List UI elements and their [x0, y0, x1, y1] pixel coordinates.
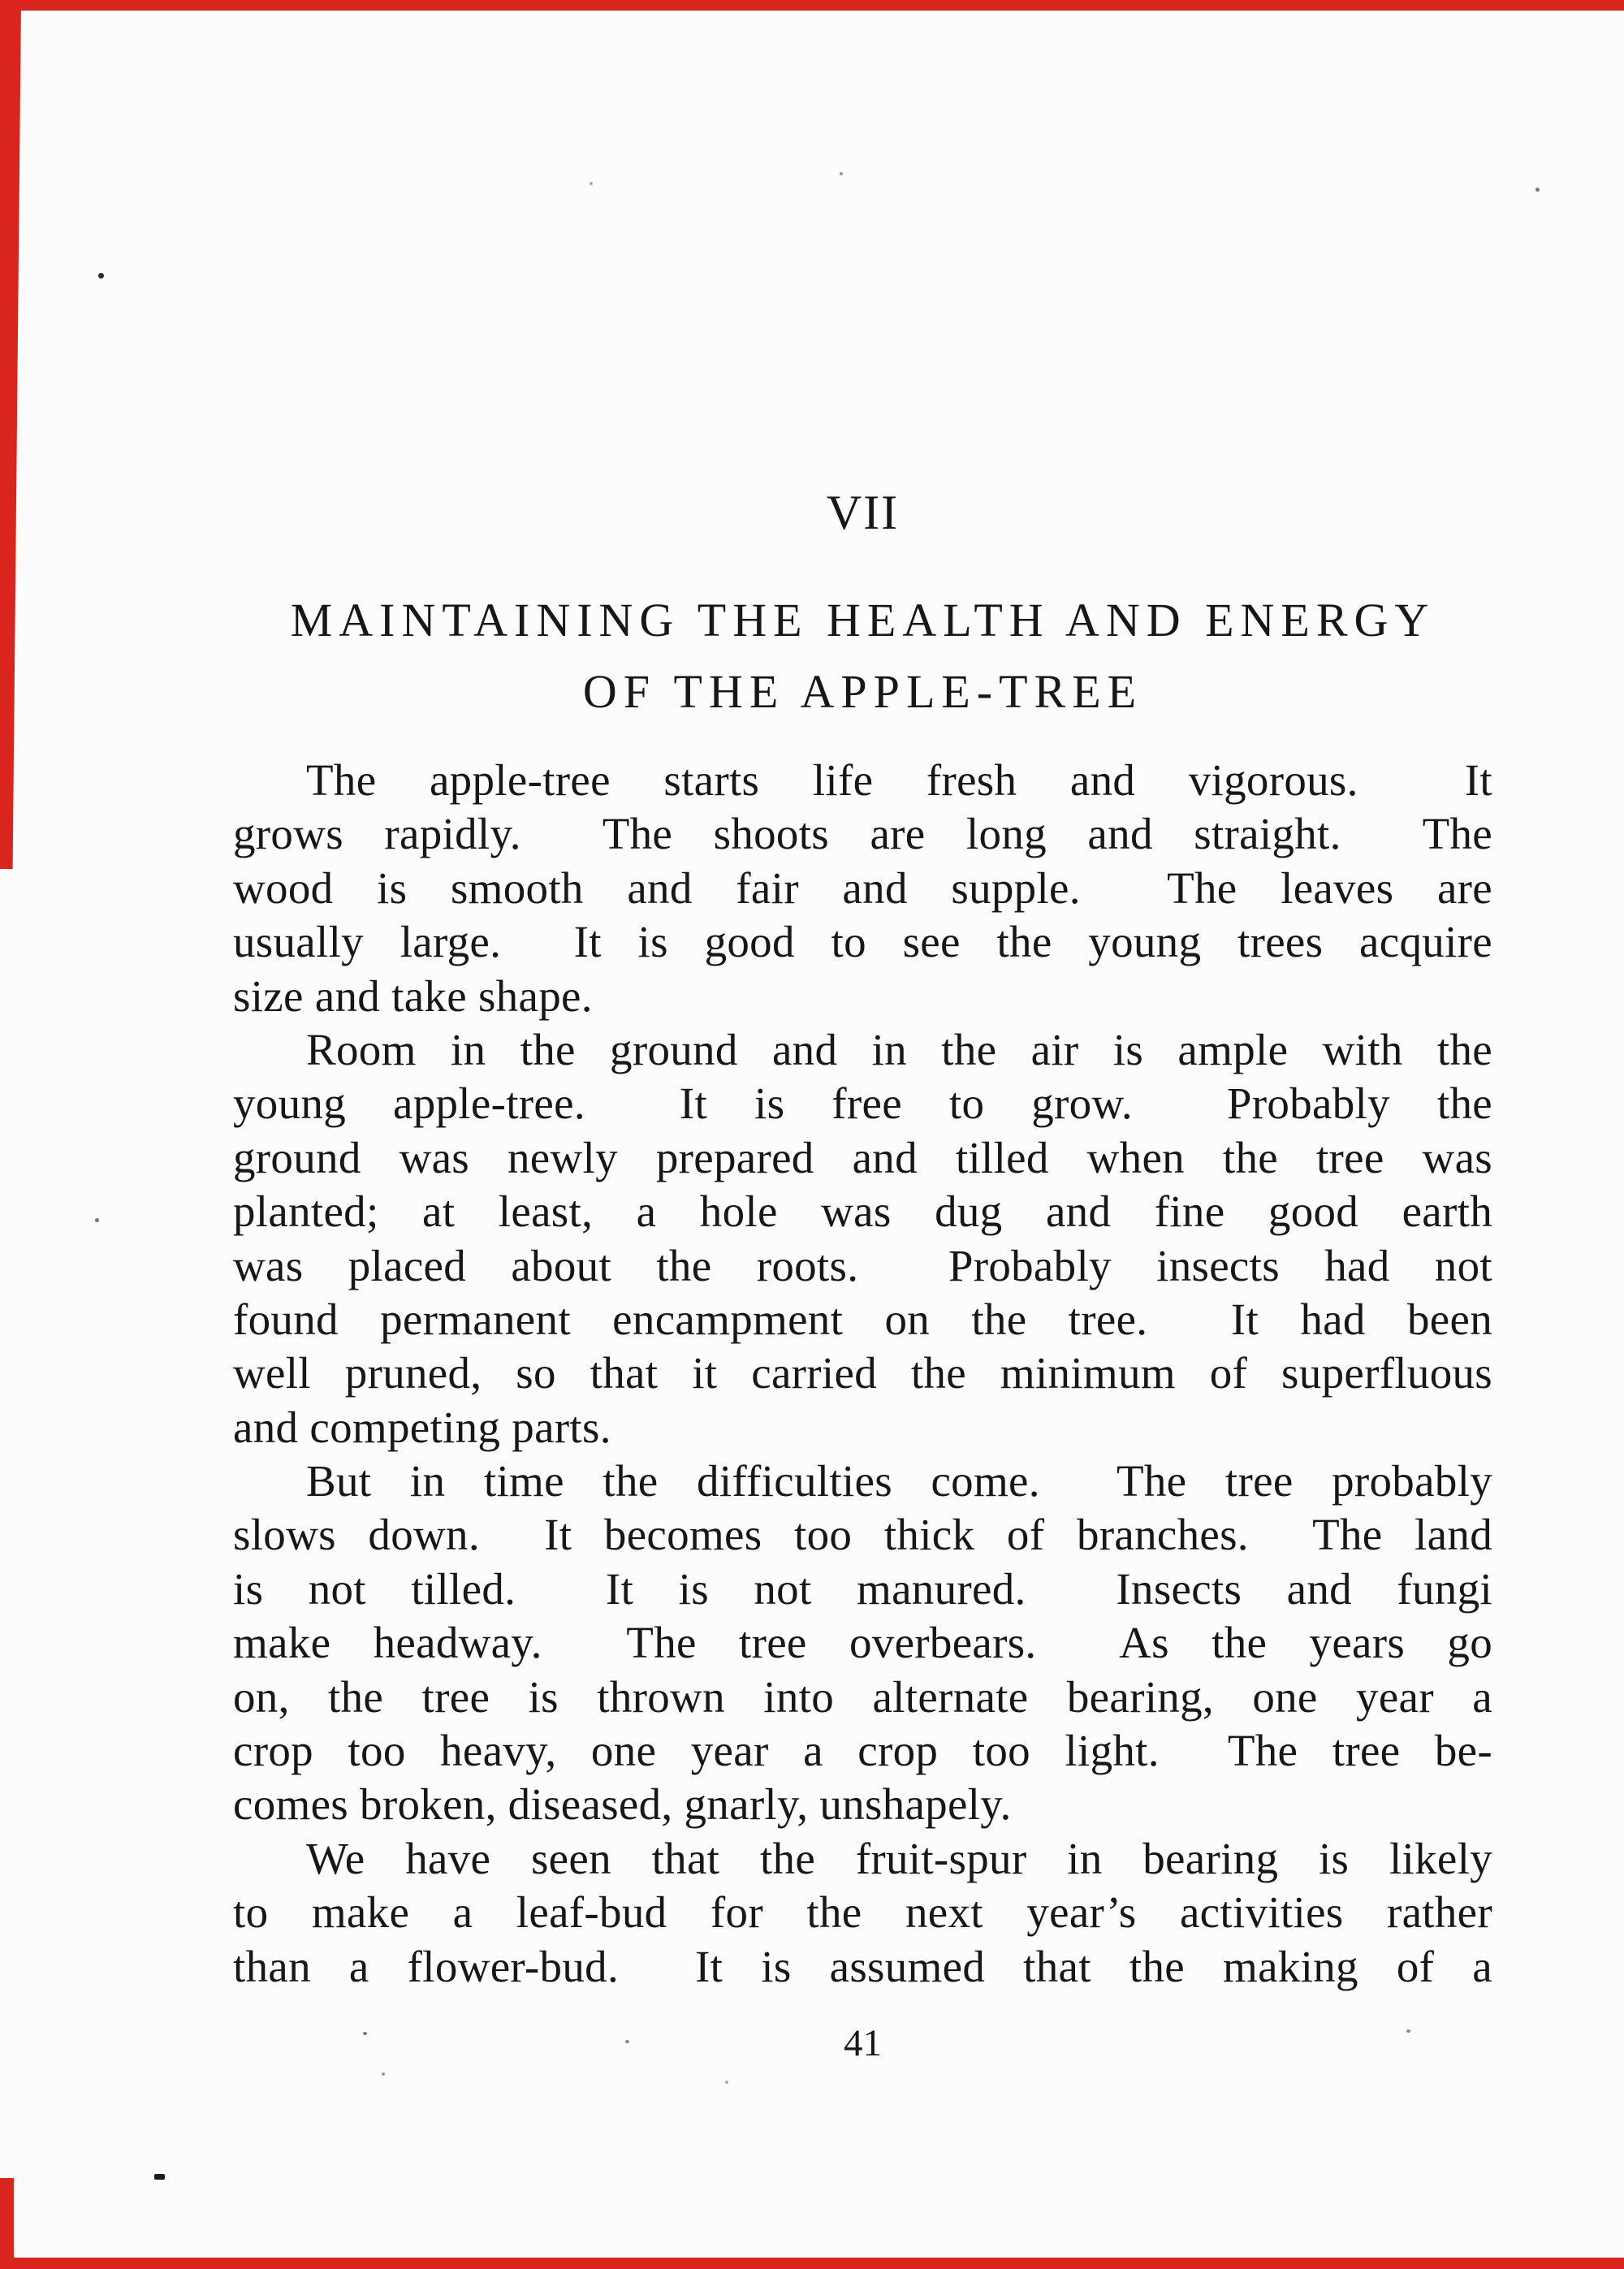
- text-line: and competing parts.: [233, 1402, 611, 1452]
- page-number: 41: [844, 2022, 882, 2064]
- text-line: to make a leaf-bud for the next year’s activities rather: [233, 1887, 1492, 1938]
- chapter-title-line-1: MAINTAINING THE HEALTH AND ENERGY: [290, 594, 1436, 646]
- chapter-title: [233, 585, 1492, 728]
- text-line: young apple-tree. It is free to grow. Probably the: [233, 1078, 1492, 1129]
- page-body: [233, 0, 1492, 2269]
- paragraph: [233, 754, 1492, 1023]
- text-line: is not tilled. It is not manured. Insects and fungi: [233, 1563, 1492, 1614]
- text-line: slows down. It becomes too thick of branches. The land: [233, 1510, 1492, 1560]
- text-line: We have seen that the fruit-spur in bearing is likely: [306, 1833, 1492, 1883]
- text-line: The apple-tree starts life fresh and vigorous. It: [306, 755, 1492, 805]
- scan-speck: [98, 273, 104, 279]
- text-line: Room in the ground and in the air is ample with the: [306, 1024, 1492, 1074]
- text-line: size and take shape.: [233, 970, 593, 1021]
- scan-speck: [95, 1218, 99, 1222]
- chapter-title-line-2: OF THE APPLE-TREE: [582, 665, 1143, 718]
- text-line: usually large. It is good to see the young trees acquire: [233, 917, 1492, 967]
- scan-speck: [1535, 188, 1540, 192]
- text-line: well pruned, so that it carried the minimum of superfluous: [233, 1348, 1492, 1398]
- text-line: than a flower-bud. It is assumed that the making of a: [233, 1941, 1492, 1991]
- text-line: ground was newly prepared and tilled when the tree was: [233, 1132, 1492, 1182]
- paragraph: [233, 1454, 1492, 1832]
- scan-edge-left-bottom: [0, 2178, 14, 2269]
- text-line: But in time the difficulties come. The tree probably: [306, 1456, 1492, 1506]
- text-line: on, the tree is thrown into alternate bearing, one year a: [233, 1671, 1492, 1722]
- chapter-number: VII: [826, 486, 900, 539]
- text-line: planted; at least, a hole was dug and fine good earth: [233, 1186, 1492, 1237]
- scan-edge-left: [0, 0, 21, 869]
- paragraph: [233, 1832, 1492, 1994]
- text-line: crop too heavy, one year a crop too light. The tree be-: [233, 1726, 1492, 1776]
- scan-speck: [154, 2174, 165, 2180]
- paragraph: [233, 1023, 1492, 1454]
- text-line: wood is smooth and fair and supple. The leaves are: [233, 862, 1492, 913]
- body-text: [233, 754, 1492, 1994]
- text-line: comes broken, diseased, gnarly, unshapely.: [233, 1779, 1012, 1830]
- text-line: was placed about the roots. Probably insects had not: [233, 1240, 1492, 1290]
- text-line: make headway. The tree overbears. As the years go: [233, 1618, 1492, 1668]
- text-line: found permanent encampment on the tree. It had been: [233, 1294, 1492, 1344]
- text-line: grows rapidly. The shoots are long and straight. The: [233, 809, 1492, 859]
